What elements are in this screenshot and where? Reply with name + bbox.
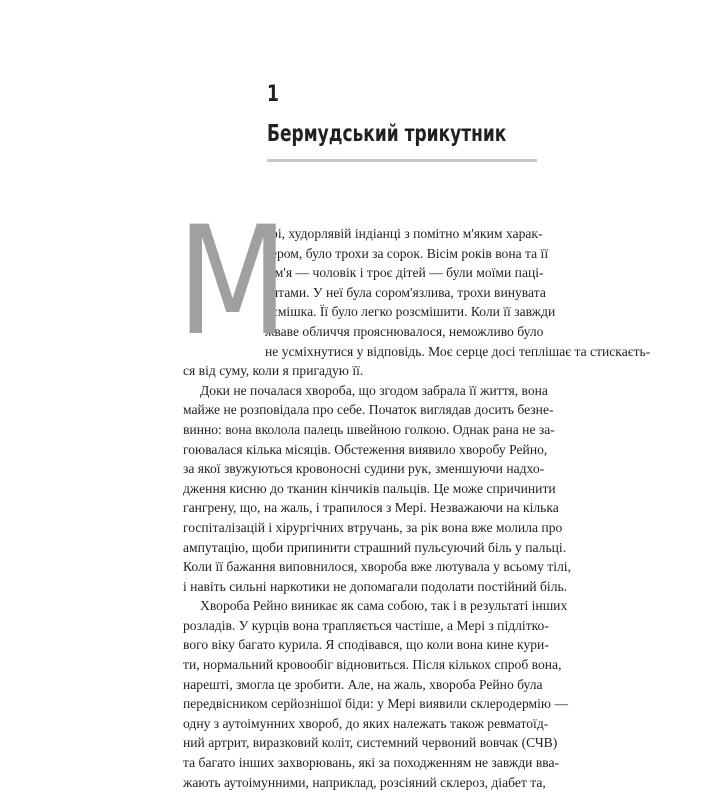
text-line: усмішка. Її було легко розсмішити. Коли її завжди: [265, 304, 556, 320]
text-line: ний артрит, виразковий коліт, системний червоний вовчак (СЧВ): [183, 735, 558, 751]
text-line: Коли її бажання виповнилося, хвороба вже лютувала у всьому тілі,: [183, 559, 571, 575]
text-line: тером, було трохи за сорок. Вісім років вона та її: [265, 245, 549, 261]
text-line: майже не розповідала про себе. Початок виглядав досить безне-: [183, 402, 554, 418]
text-line: за якої звужуються кровоносні судини рук, зменшуючи надхо-: [183, 461, 545, 477]
text-line: не усміхнутися у відповідь. Моє серце досі теплішає та стискаєть-: [265, 343, 651, 359]
text-line: дження кисню до тканин кінчиків пальців. Це може спричинити: [183, 480, 556, 496]
chapter-title: Бермудський трикутник: [267, 121, 507, 147]
text-line: ампутацію, щоби припинити страшний пульсуючий біль у пальці.: [183, 539, 567, 555]
text-line: і навіть сильні наркотики не допомагали подолати постійний біль.: [183, 578, 568, 594]
text-line: вого віку багато курила. Я сподівався, що коли вона кине кури-: [183, 637, 549, 653]
text-line: сім'я — чоловік і троє дітей — були моїми паці-: [265, 265, 544, 281]
text-line: ти, нормальний кровообіг відновиться. Після кількох спроб вона,: [183, 657, 562, 673]
paragraph-3: [183, 596, 569, 792]
text-line: винно: вона вколола палець швейною голкою. Однак рана не за-: [183, 421, 555, 437]
text-line: Хвороба Рейно виникає як сама собою, так і в результаті інших: [200, 598, 568, 614]
text-line: ся від суму, коли я пригадую її.: [183, 363, 364, 379]
text-line: передвісником серйознішої біди: у Мері виявили склеродермію —: [183, 696, 569, 712]
text-line: єнтами. У неї була сором'язлива, трохи винувата: [265, 284, 546, 300]
text-line: гоювалася кілька місяців. Обстеження виявило хворобу Рейно,: [183, 441, 548, 457]
text-line: жають аутоімунними, наприклад, розсіяний склероз, діабет та,: [183, 774, 546, 790]
chapter-body: [177, 195, 651, 792]
drop-cap: М: [177, 195, 289, 369]
paragraph-2: [183, 381, 571, 597]
text-line: жваве обличчя прояснювалося, неможливо було: [265, 323, 544, 339]
text-line: одну з аутоімунних хвороб, до яких належать також ревматоїд-: [183, 715, 549, 731]
chapter-number: 1: [267, 82, 279, 107]
text-line: розладів. У курців вона трапляється частіше, а Мері з підлітко-: [183, 617, 549, 633]
text-line: нарешті, змогла це зробити. Але, на жаль, хвороба Рейно була: [183, 676, 543, 692]
title-rule: [267, 159, 537, 162]
text-line: ері, худорлявій індіанці з помітно м'яким харак-: [265, 226, 543, 241]
text-line: та багато інших захворювань, які за походженням не завжди вва-: [183, 755, 560, 771]
text-line: госпіталізацій і хірургічних втручань, за рік вона вже молила про: [183, 519, 563, 535]
text-line: Доки не почалася хвороба, що згодом забрала її життя, вона: [200, 382, 548, 398]
text-line: гангрену, що, на жаль, і трапилося з Мері. Незважаючи на кілька: [183, 500, 559, 516]
